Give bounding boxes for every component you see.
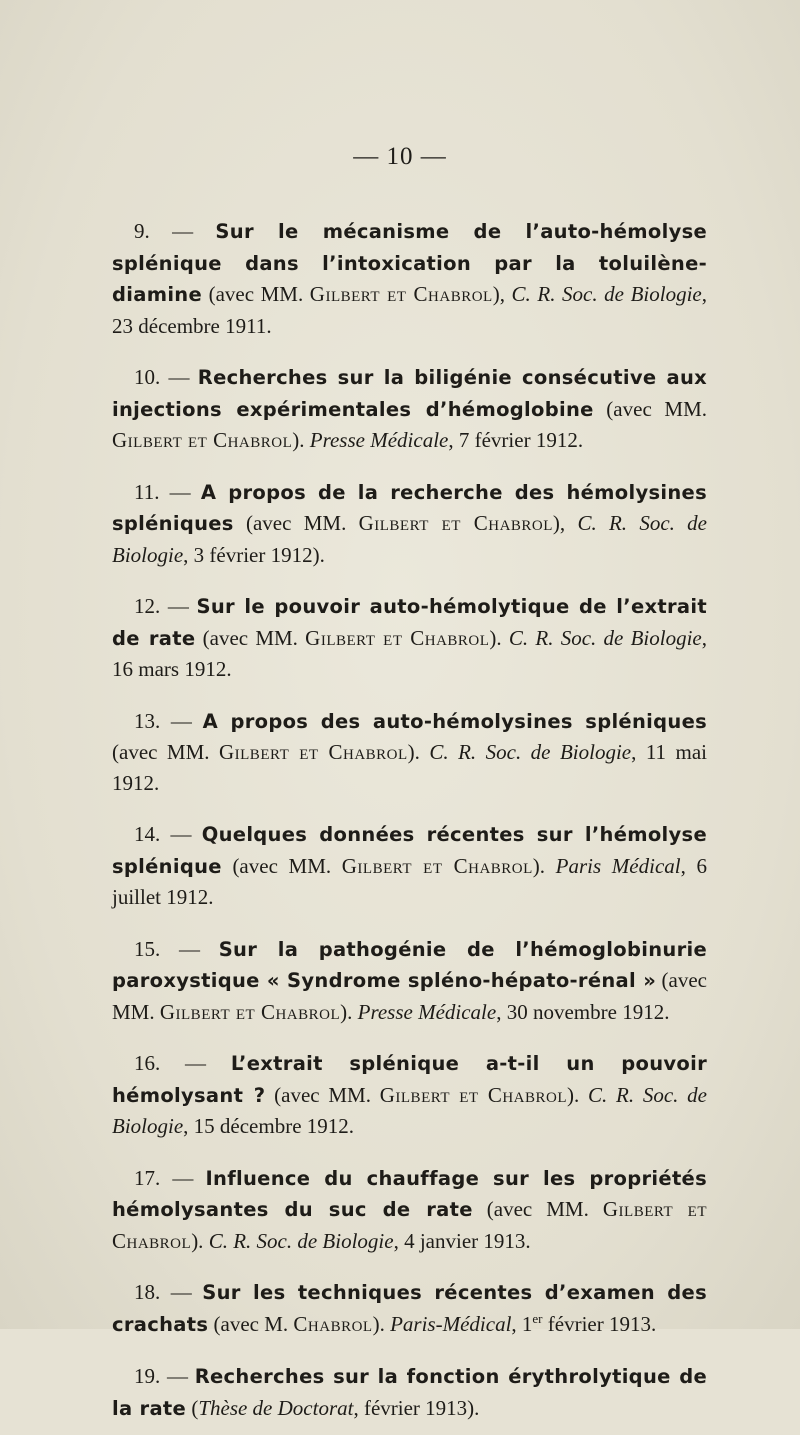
entry-coauthor-prefix: (avec MM. [202, 282, 310, 306]
entry-separator: ). [567, 1082, 589, 1107]
entry-journal: Paris-Médical [390, 1311, 512, 1336]
list-item [112, 1277, 707, 1340]
entry-coauthor-prefix: (avec MM. [112, 740, 219, 764]
entry-number: 19. — [134, 1364, 195, 1388]
entry-title: Sur les techniques récentes d’examen des crachats [112, 1281, 707, 1336]
entry-title: A propos des auto-hémolysines spléniques [202, 709, 707, 733]
entry-separator: ), [552, 511, 578, 535]
entry-coauthor-prefix: (avec MM. [593, 396, 707, 421]
entry-date-rest: février 1913. [542, 1311, 657, 1336]
page-number: — 10 — [353, 143, 447, 170]
list-item [112, 1048, 707, 1142]
entry-title: Sur le pouvoir auto-hémolytique de l’extrait de rate [112, 595, 707, 650]
entry-journal: C. R. Soc. de Biologie [112, 511, 707, 567]
entry-date: , 7 février 1912. [448, 428, 584, 452]
list-item [112, 1163, 707, 1257]
entry-authors: Gilbert et Chabrol [309, 282, 493, 306]
entry-date: , 11 mai 1912. [112, 740, 708, 795]
entry-number: 14. — [134, 822, 202, 846]
entry-number: 10. — [134, 365, 198, 389]
entry-number: 17. — [134, 1165, 206, 1190]
entry-coauthor-prefix: (avec MM. [233, 511, 359, 535]
entry-number: 9. — [134, 219, 216, 243]
entry-date: , 4 janvier 1913. [393, 1228, 531, 1253]
entry-journal: C. R. Soc. de Biologie [429, 740, 632, 764]
entry-journal: C. R. Soc. de Biologie [508, 625, 702, 650]
entry-authors: Gilbert et Chabrol [112, 1197, 707, 1253]
entry-date: , 16 mars 1912. [112, 625, 707, 681]
entry-authors: Gilbert et Chabrol [112, 428, 293, 452]
list-item [112, 477, 707, 571]
list-item [112, 819, 707, 913]
list-item [112, 1361, 707, 1424]
entry-number: 18. — [134, 1280, 203, 1304]
list-item [112, 706, 707, 799]
entry-date: , février 1913). [353, 1395, 480, 1420]
entry-separator: ). [489, 625, 509, 650]
entry-date-day: , 1 [511, 1311, 533, 1336]
entry-date: , 30 novembre 1912. [496, 999, 670, 1024]
list-item [112, 216, 707, 341]
list-item [112, 362, 707, 456]
entry-date-ordinal: er [532, 1310, 543, 1326]
entry-title: Sur la pathogénie de l’hémoglobinurie paroxystique « Syndrome spléno-hépato-rénal » [112, 937, 708, 992]
entry-title: Sur le mécanisme de l’auto-hémolyse splénique dans l’intoxication par la toluilène-diamine [112, 220, 708, 306]
entry-title: Recherches sur la biligénie consécutive aux injections expérimentales d’hémoglobine [112, 366, 707, 421]
entry-journal: Presse Médicale [309, 428, 449, 452]
entry-coauthor-prefix: (avec M. [208, 1311, 294, 1336]
list-item [112, 591, 707, 685]
entry-authors: Chabrol [293, 1311, 373, 1336]
entry-date: , 15 décembre 1912. [183, 1114, 355, 1138]
entry-authors: Gilbert et Chabrol [305, 625, 490, 650]
entry-coauthor-prefix: (avec MM. [265, 1082, 380, 1107]
entry-separator: ). [292, 428, 310, 452]
entry-paren-open: ( [186, 1395, 199, 1420]
entry-number: 16. — [134, 1051, 231, 1075]
entry-thesis: Thèse de Doctorat [198, 1395, 354, 1420]
entry-separator: ). [372, 1311, 391, 1336]
entry-date: , 6 juillet 1912. [112, 853, 708, 909]
entry-authors: Gilbert et Chabrol [358, 511, 553, 535]
entry-title: Quelques données récentes sur l’hémolyse splénique [112, 823, 707, 878]
entry-date: , 3 février 1912). [183, 542, 325, 567]
entry-journal: Paris Médical [555, 853, 681, 878]
list-item [112, 934, 707, 1028]
entry-separator: ). [532, 853, 556, 878]
entry-coauthor-prefix: (avec MM. [112, 968, 707, 1024]
entry-coauthor-prefix: (avec MM. [195, 625, 306, 650]
entry-authors: Gilbert et Chabrol [379, 1082, 568, 1107]
publication-list [112, 195, 707, 1435]
entry-number: 13. — [134, 708, 203, 733]
entry-title: A propos de la recherche des hémolysines spléniques [112, 480, 707, 535]
entry-number: 12. — [134, 594, 197, 618]
entry-title: Influence du chauffage sur les propriétés hémolysantes du suc de rate [112, 1166, 707, 1221]
entry-journal: Presse Médicale [357, 999, 497, 1024]
entry-title: Recherches sur la fonction érythrolytique de la rate [112, 1365, 707, 1420]
entry-date: , 23 décembre 1911. [112, 282, 707, 338]
entry-authors: Gilbert et Chabrol [159, 999, 341, 1024]
entry-authors: Gilbert et Chabrol [218, 740, 408, 764]
entry-title: L’extrait splénique a-t-il un pouvoir hémolysant ? [112, 1052, 707, 1107]
entry-journal: C. R. Soc. de Biologie [112, 1082, 708, 1138]
entry-separator: ), [492, 282, 512, 306]
entry-journal: C. R. Soc. de Biologie [208, 1228, 394, 1253]
entry-journal: C. R. Soc. de Biologie [511, 282, 702, 306]
entry-number: 11. — [134, 479, 201, 504]
entry-number: 15. — [134, 936, 219, 961]
entry-coauthor-prefix: (avec MM. [221, 853, 342, 878]
entry-separator: ). [191, 1228, 209, 1253]
entry-separator: ). [340, 999, 358, 1024]
entry-coauthor-prefix: (avec MM. [472, 1197, 603, 1221]
entry-separator: ). [407, 740, 430, 764]
entry-authors: Gilbert et Chabrol [341, 853, 533, 878]
